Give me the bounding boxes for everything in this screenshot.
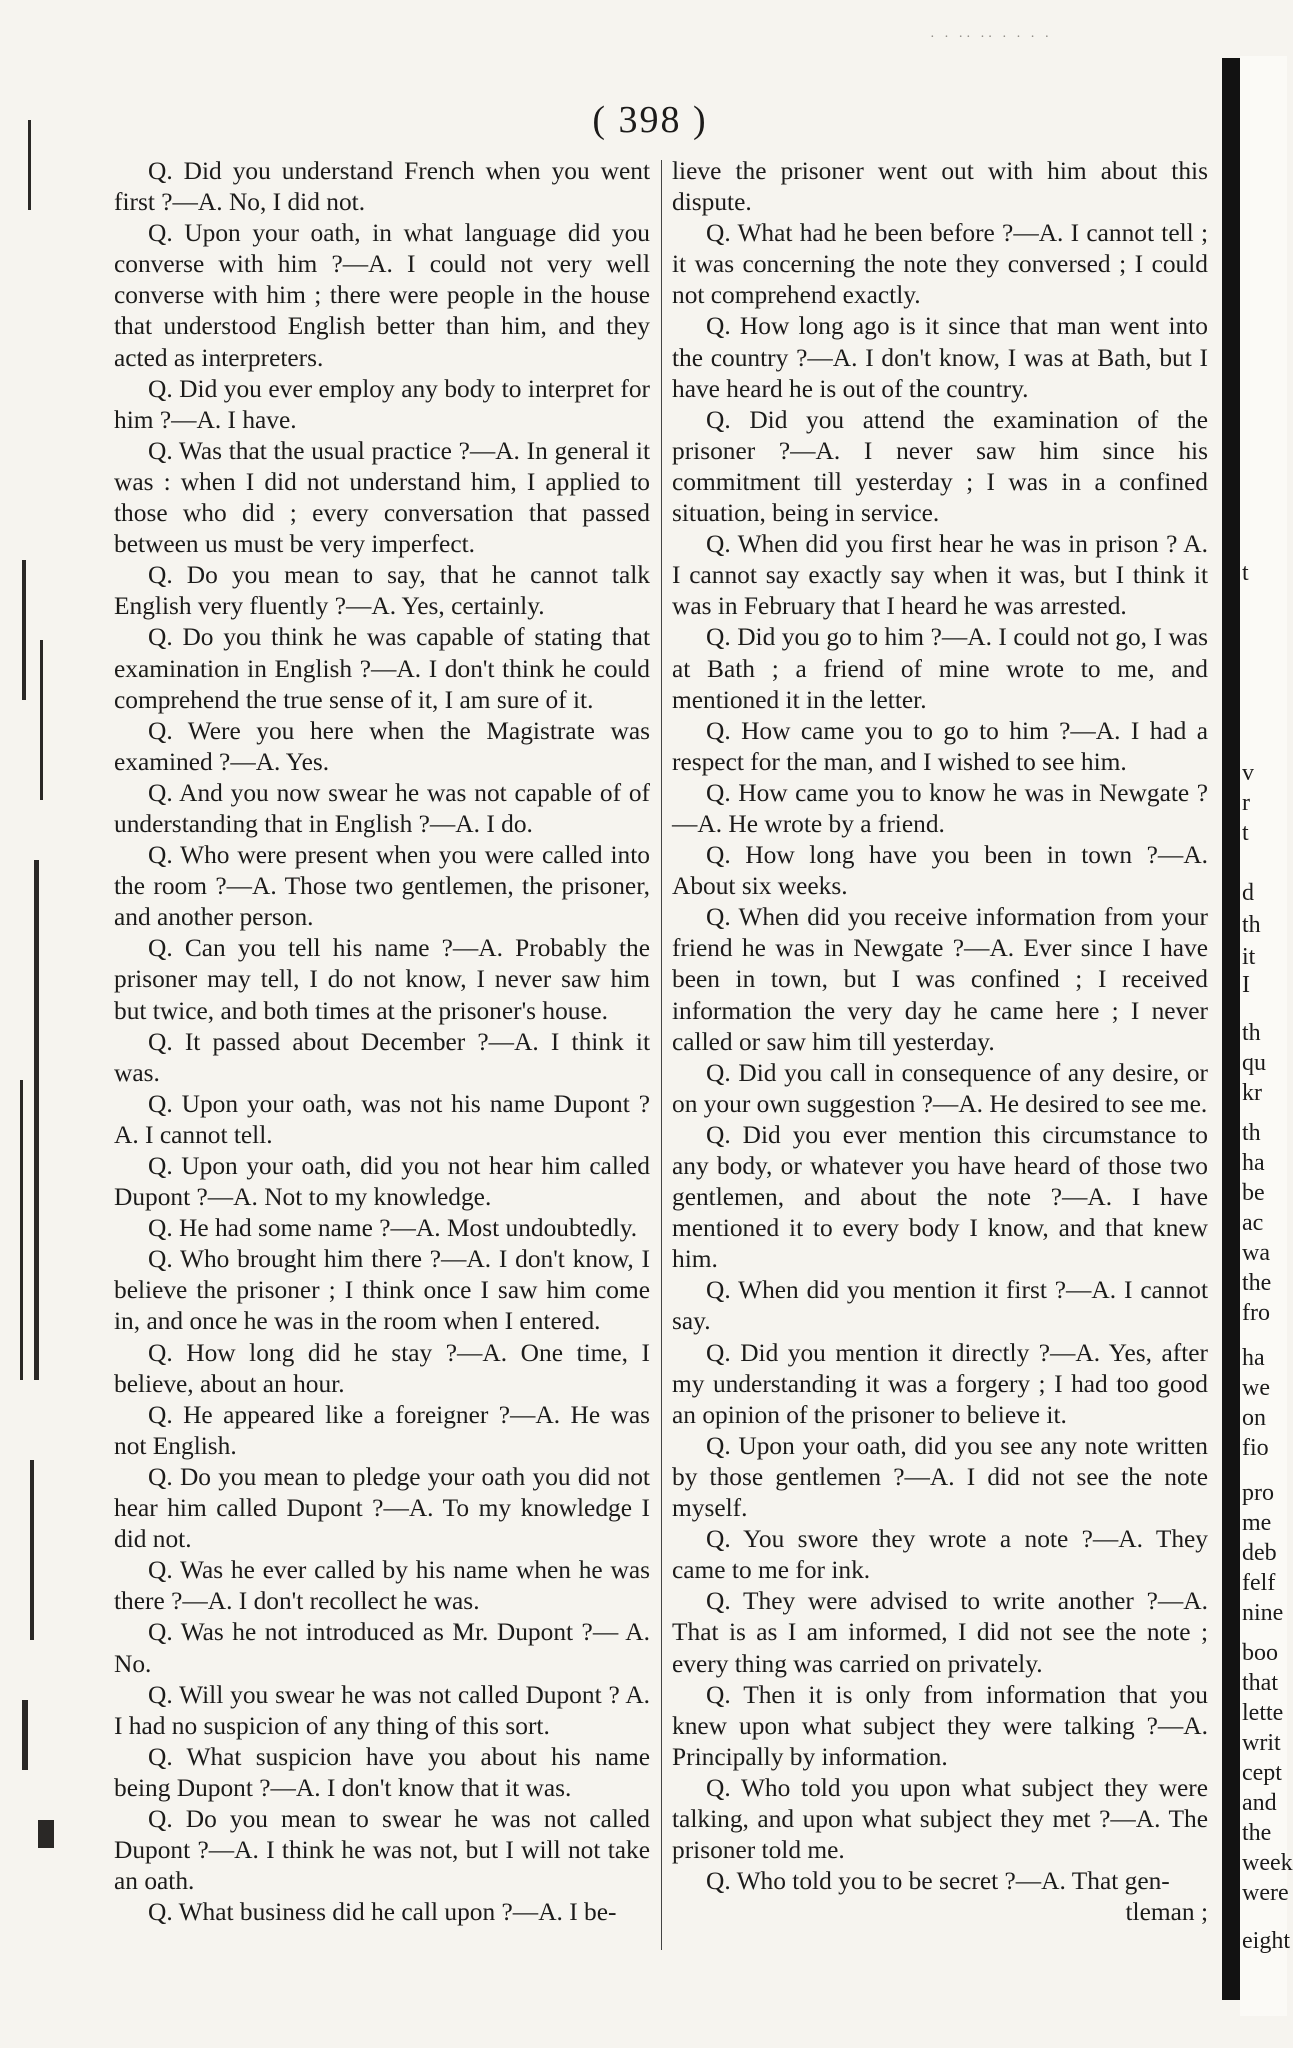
qa-paragraph: Q. Upon your oath, in what language did you converse with him ?—A. I could not very well converse with him ; there were people in the house that understood English better than him, and they acted as interpreters. (114, 219, 650, 372)
facing-page-fragment: it (1242, 944, 1256, 970)
qa-paragraph: Q. How long have you been in town ?—A. About six weeks. (672, 841, 1208, 901)
qa-paragraph: Q. Was that the usual practice ?—A. In general it was : when I did not understand him, I applied to those who did ; every conversation that passed between us must be very imperfect. (114, 436, 650, 559)
qa-paragraph: Q. Did you ever employ any body to interpret for him ?—A. I have. (114, 374, 650, 434)
facing-page-bleed (1240, 56, 1293, 2016)
qa-paragraph: tleman ; (1125, 1898, 1208, 1927)
facing-page-fragment: fro (1242, 1300, 1270, 1326)
facing-page-fragment: me (1242, 1510, 1272, 1536)
qa-paragraph: Q. Did you understand French when you went first ?—A. No, I did not. (114, 157, 650, 217)
qa-paragraph: Q. How came you to know he was in Newgate ? —A. He wrote by a friend. (672, 778, 1208, 838)
qa-paragraph: Q. He appeared like a foreigner ?—A. He was not English. (114, 1400, 650, 1460)
qa-paragraph: Q. Who told you upon what subject they were talking, and upon what subject they met ?—A. The prisoner told me. (672, 1773, 1208, 1865)
qa-paragraph: Q. He had some name ?—A. Most undoubtedly. (148, 1214, 638, 1243)
facing-page-fragment: eight (1242, 1928, 1290, 1954)
facing-page-fragment: writ (1242, 1730, 1281, 1756)
facing-page-fragment: v (1242, 760, 1254, 786)
facing-page-fragment: boo (1242, 1640, 1278, 1666)
qa-paragraph: Q. Do you mean to pledge your oath you did not hear him called Dupont ?—A. To my knowledge I did not. (114, 1462, 650, 1554)
facing-page-fragment: t (1242, 820, 1249, 846)
facing-page-fragment: nine (1242, 1600, 1284, 1626)
facing-page-fragment: ha (1242, 1150, 1265, 1176)
facing-page-fragment: the (1242, 1820, 1272, 1846)
facing-page-fragment: th (1242, 1120, 1261, 1146)
facing-page-fragment: r (1242, 790, 1250, 816)
qa-paragraph: Q. Did you ever mention this circumstance to any body, or whatever you have heard of those two gentlemen, and about the note ?—A. I have mentioned it to every body I know, and that knew him. (672, 1120, 1208, 1274)
facing-page-fragment: fio (1242, 1435, 1269, 1461)
facing-page-fragment: that (1242, 1670, 1278, 1696)
binding-gutter (0, 0, 90, 2048)
qa-paragraph: Q. Were you here when the Magistrate was examined ?—A. Yes. (114, 716, 650, 776)
facing-page-fragment: were (1242, 1880, 1289, 1906)
qa-paragraph: Q. Upon your oath, was not his name Dupont ? A. I cannot tell. (114, 1089, 650, 1149)
qa-paragraph: Q. They were advised to write another ?—A. That is as I am informed, I did not see the note ; every thing was carried on privately. (672, 1587, 1208, 1678)
qa-paragraph: Q. How long ago is it since that man went into the country ?—A. I don't know, I was at Bath, but I have heard he is out of the country. (672, 312, 1208, 403)
qa-paragraph: Q. How long did he stay ?—A. One time, I believe, about an hour. (114, 1338, 650, 1398)
facing-page-fragment: th (1242, 912, 1261, 938)
qa-paragraph: Q. Can you tell his name ?—A. Probably the prisoner may tell, I do not know, I never saw him but twice, and both times at the prisoner's house. (114, 934, 650, 1025)
qa-paragraph: Q. Did you call in consequence of any desire, or on your own suggestion ?—A. He desired to see me. (672, 1058, 1208, 1118)
qa-paragraph: Q. Was he ever called by his name when he was there ?—A. I don't recollect he was. (114, 1556, 650, 1616)
facing-page-fragment: kr (1242, 1080, 1262, 1106)
facing-page-fragment: felf (1242, 1570, 1276, 1596)
qa-paragraph: Q. Did you attend the examination of the prisoner ?—A. I never saw him since his commitment till yesterday ; I was in a confined situation, being in service. (672, 405, 1208, 528)
page-number: ( 398 ) (592, 99, 708, 141)
right-column (672, 156, 1208, 1928)
qa-paragraph: Q. Do you mean to say, that he cannot talk English very fluently ?—A. Yes, certainly. (114, 561, 650, 621)
qa-paragraph: Q. Do you mean to swear he was not called Dupont ?—A. I think he was not, but I will not take an oath. (114, 1804, 650, 1896)
qa-paragraph: Q. Was he not introduced as Mr. Dupont ?— A. No. (114, 1618, 650, 1678)
qa-paragraph: Q. How came you to go to him ?—A. I had a respect for the man, and I wished to see him. (672, 716, 1208, 776)
qa-paragraph: Q. You swore they wrote a note ?—A. They came to me for ink. (672, 1525, 1208, 1585)
qa-paragraph: Q. And you now swear he was not capable of of understanding that in English ?—A. I do. (114, 778, 650, 838)
facing-page-fragment: deb (1242, 1540, 1277, 1566)
facing-page-fragment: t (1242, 560, 1249, 586)
facing-page-fragment: th (1242, 1020, 1261, 1046)
qa-paragraph: Q. Who told you to be secret ?—A. That gen- (706, 1867, 1170, 1896)
facing-page-fragment: and (1242, 1790, 1277, 1816)
qa-paragraph: Q. What business did he call upon ?—A. I be- (148, 1898, 617, 1927)
facing-page-fragment: lette (1242, 1700, 1284, 1726)
left-column (114, 156, 650, 1928)
facing-page-fragment: I (1242, 972, 1250, 998)
qa-paragraph: Q. Who were present when you were called into the room ?—A. Those two gentlemen, the prisoner, and another person. (114, 841, 650, 932)
qa-paragraph: Q. Did you go to him ?—A. I could not go, I was at Bath ; a friend of mine wrote to me, and mentioned it in the letter. (672, 623, 1208, 714)
qa-paragraph: Q. Upon your oath, did you not hear him called Dupont ?—A. Not to my knowledge. (114, 1152, 650, 1212)
qa-paragraph: lieve the prisoner went out with him about this dispute. (672, 157, 1208, 217)
facing-page-fragment: ac (1242, 1210, 1264, 1236)
qa-paragraph: Q. When did you receive information from your friend he was in Newgate ?—A. Ever since I have been in town, but I was confined ; I received information the very day he came here ; I never called or saw him till yesterday. (672, 903, 1208, 1056)
qa-paragraph: Q. Do you think he was capable of stating that examination in English ?—A. I don't think he could comprehend the true sense of it, I am sure of it. (114, 623, 650, 714)
facing-page-fragment: on (1242, 1405, 1266, 1431)
qa-paragraph: Q. When did you first hear he was in prison ? A. I cannot say exactly say when it was, but I think it was in February that I heard he was arrested. (672, 530, 1208, 621)
facing-page-fragment: wa (1242, 1240, 1270, 1266)
qa-paragraph: Q. Upon your oath, did you see any note written by those gentlemen ?—A. I did not see the note myself. (672, 1431, 1208, 1523)
facing-page-fragment: be (1242, 1180, 1265, 1206)
facing-page-fragment: qu (1242, 1050, 1266, 1076)
facing-page-fragment: week (1242, 1850, 1293, 1876)
qa-paragraph: Q. When did you mention it first ?—A. I cannot say. (672, 1276, 1208, 1336)
column-rule (661, 160, 662, 1950)
facing-page-fragment: ha (1242, 1345, 1265, 1371)
facing-page-fragment: d (1242, 880, 1254, 906)
qa-paragraph: Q. What suspicion have you about his name being Dupont ?—A. I don't know that it was. (114, 1742, 650, 1802)
qa-paragraph: Q. Did you mention it directly ?—A. Yes, after my understanding it was a forgery ; I had too good an opinion of the prisoner to believe it. (672, 1338, 1208, 1429)
facing-page-fragment: the (1242, 1270, 1272, 1296)
qa-paragraph: Q. Then it is only from information that you knew upon what subject they were talking ?—A. Principally by information. (672, 1680, 1208, 1771)
facing-page-fragment: pro (1242, 1480, 1274, 1506)
qa-paragraph: Q. Will you swear he was not called Dupont ? A. I had no suspicion of any thing of this sort. (114, 1680, 650, 1740)
scan-noise: · · ·· ·· · · · · (930, 30, 1053, 45)
qa-paragraph: Q. It passed about December ?—A. I think it was. (114, 1027, 650, 1087)
facing-page-fragment: we (1242, 1375, 1270, 1401)
facing-page-fragment: cept (1242, 1760, 1282, 1786)
qa-paragraph: Q. What had he been before ?—A. I cannot tell ; it was concerning the note they conversed ; I could not comprehend exactly. (672, 219, 1208, 310)
qa-paragraph: Q. Who brought him there ?—A. I don't know, I believe the prisoner ; I think once I saw him come in, and once he was in the room when I entered. (114, 1245, 650, 1336)
